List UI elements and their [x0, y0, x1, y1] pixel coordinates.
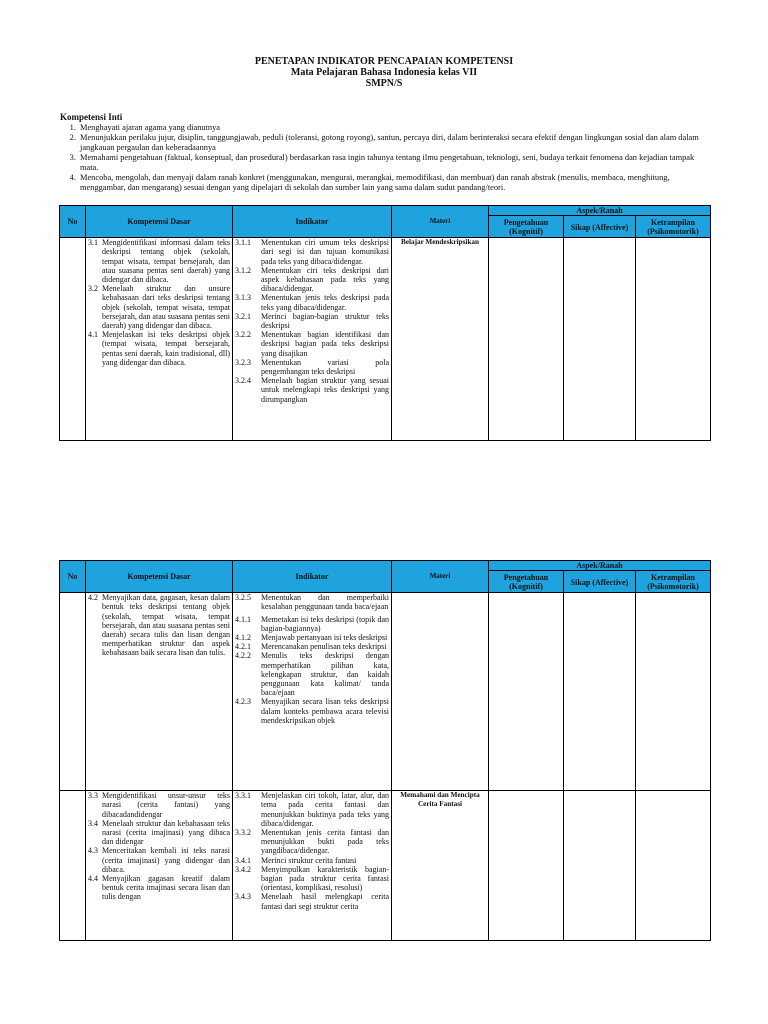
header-no: No [60, 206, 86, 238]
header-keterampilan: Ketrampilan (Psikomotorik) [636, 571, 711, 593]
header-indikator: Indikator [233, 206, 392, 238]
header-aspek-ranah: Aspek/Ranah [489, 561, 711, 571]
kd-item: 3.1 Mengidentifikasi informasi dalam teks deskripsi tentang objek (sekolah, tempat wisata, tempat bersejarah, dan atau suasana pentas seni daerah) yang didengar dan dibaca. [88, 238, 230, 285]
indikator-item: 4.1.1 Memetakan isi teks deskripsi (topik dan bagian-bagiannya) [235, 614, 389, 633]
kompetensi-inti-item: 1. Menghayati ajaran agama yang dianutnya [78, 123, 710, 133]
indikator-item: 3.1.2 Menentukan ciri teks deskripsi dari aspek kebahasaan pada teks yang dibaca/didengar. [235, 265, 389, 294]
title-line-2: Mata Pelajaran Bahasa Indonesia kelas VII [290, 67, 478, 78]
kompetensi-inti-item: 4. Mencoba, mengolah, dan menyaji dalam ranah konkret (menggunakan, mengurai, merangkai, memodifikasi, dan membuat) dan ranah abstrak (menulis, membaca, menghitung, menggambar, dan mengarang) sesuai dengan yang dipelajari di sekolah dan sumber lain yang sama dalam sudut pandang/teori. [78, 173, 710, 193]
indikator-item: 3.1.3 Menentukan jenis teks deskripsi pada teks yang dibaca/didengar. [235, 293, 389, 312]
header-kompetensi-dasar: Kompetensi Dasar [86, 206, 233, 238]
page-title [0, 56, 768, 89]
header-sikap: Sikap (Affective) [564, 216, 636, 238]
indikator-cell [233, 791, 392, 941]
header-sikap: Sikap (Affective) [564, 571, 636, 593]
indikator-item: 3.2.3 Menentukan variasi pola pengembangan teks deskripsi [235, 357, 389, 377]
kd-item: 4.3 Menceritakan kembali isi teks narasi (cerita imajinasi) yang didengar dan dibaca. [88, 846, 230, 874]
indikator-item: 3.2.1 Merinci bagian-bagian struktur teks deskripsi [235, 311, 389, 331]
header-aspek-ranah: Aspek/Ranah [489, 206, 711, 216]
header-pengetahuan: Pengetahuan (Kognitif) [489, 216, 564, 238]
materi-cell: Belajar Mendeskripsikan [392, 238, 489, 441]
header-materi: Materi [392, 561, 489, 593]
indikator-item: 3.2.5 Menentukan dan memperbaiki kesalahan penggunaan tanda baca/ejaan [235, 593, 389, 612]
kd-item: 4.1 Menjelaskan isi teks deskripsi objek (tempat wisata, tempat bersejarah, pentas seni daerah, kain tradisional, dll) yang didengar dan dibaca. [88, 330, 230, 367]
indikator-item: 4.2.2 Menulis teks deskripsi dengan memperhatikan pilihan kata, kelengkapan struktur, dan kaidah penggunaan kata kalimat/ tanda baca/ejaan [235, 651, 389, 698]
indikator-cell [233, 593, 392, 791]
kompetensi-inti-section [60, 112, 710, 193]
keterampilan-cell [636, 238, 711, 441]
indikator-item: 4.2.1 Merencanakan penulisan teks deskripsi [235, 642, 387, 652]
indikator-item: 3.1.1 Menentukan ciri umum teks deskripsi dari segi isi dan tujuan komunikasi pada teks yang dibaca/didengar. [235, 238, 389, 266]
table-row [60, 238, 711, 441]
indikator-item: 3.3.1 Menjelaskan ciri tokoh, latar, alur, dan tema pada cerita fantasi dan menunjukkan buktinya pada teks yang dibaca/didengar. [235, 791, 389, 828]
title-line-3: SMPN/S [365, 78, 403, 89]
pengetahuan-cell [489, 238, 564, 441]
kd-item: 4.4 Menyajikan gagasan kreatif dalam bentuk cerita imajinasi secara lisan dan tulis dengan [88, 874, 230, 902]
kd-item: 4.2 Menyajikan data, gagasan, kesan dalam bentuk teks deskripsi tentang objek (sekolah, tempat wisata, tempat bersejarah, dan atau suasana pentas seni daerah) secara tulis dan lisan dengan memperhatikan struktur dan aspek kebahasaan baik secara lisan dan tulis. [88, 593, 230, 658]
sikap-cell [564, 593, 636, 791]
header-keterampilan: Ketrampilan (Psikomotorik) [636, 216, 711, 238]
kd-item: 3.4 Menelaah struktur dan kebahasaan teks narasi (cerita imajinasi) yang dibaca dan didengar [88, 818, 230, 847]
pengetahuan-cell [489, 593, 564, 791]
header-no: No [60, 561, 86, 593]
header-pengetahuan: Pengetahuan (Kognitif) [489, 571, 564, 593]
kd-item: 3.2 Menelaah struktur dan unsure kebahasaan dari teks deskripsi tentang objek (sekolah, tempat wisata, tempat bersejarah, dan atau suasana pentas seni daerah) yang didengar dan dibaca. [88, 284, 230, 331]
header-materi: Materi [392, 206, 489, 238]
indikator-item: 4.1.2 Menjawab pertanyaan isi teks deskripsi [235, 633, 388, 643]
table-row [60, 791, 711, 941]
sikap-cell [564, 238, 636, 441]
kd-cell [86, 593, 233, 791]
kompetensi-inti-item: 2. Menunjukkan perilaku jujur, disiplin, tanggungjawab, peduli (toleransi, gotong royong), santun, percaya diri, dalam berinteraksi secara efektif dengan lingkungan sosial dan alam dalam jangkauan pergaulan dan keberadaannya [78, 133, 710, 153]
title-line-1: PENETAPAN INDIKATOR PENCAPAIAN KOMPETENSI [254, 56, 514, 67]
indikator-item: 3.4.2 Menyimpulkan karakteristik bagian-bagian pada struktur cerita fantasi (orientasi, komplikasi, resolusi) [235, 864, 389, 893]
header-kompetensi-dasar: Kompetensi Dasar [86, 561, 233, 593]
kd-cell [86, 238, 233, 441]
keterampilan-cell [636, 593, 711, 791]
materi-cell: Memahami dan Mencipta Cerita Fantasi [392, 791, 489, 941]
indikator-item: 4.2.3 Menyajikan secara lisan teks deskripsi dalam konteks pembawa acara televisi mendeskripsikan objek [235, 697, 389, 725]
no-cell [60, 791, 86, 941]
indikator-item: 3.2.2 Menentukan bagian identifikasi dan deskripsi bagian pada teks deskripsi yang disajikan [235, 330, 389, 358]
table-row [60, 593, 711, 791]
competency-table-1 [59, 205, 711, 441]
no-cell [60, 593, 86, 791]
kompetensi-inti-heading: Kompetensi Inti [60, 112, 123, 122]
kompetensi-inti-list [60, 123, 710, 193]
indikator-item: 3.2.4 Menelaah bagian struktur yang sesuai untuk melengkapi teks deskripsi yang dirumpangkan [235, 376, 389, 404]
sikap-cell [564, 791, 636, 941]
materi-cell [392, 593, 489, 791]
header-indikator: Indikator [233, 561, 392, 593]
keterampilan-cell [636, 791, 711, 941]
kompetensi-inti-item: 3. Memahami pengetahuan (faktual, konseptual, dan prosedural) berdasarkan rasa ingin tahunya tentang ilmu pengetahuan, teknologi, seni, budaya terkait fenomena dan kejadian tampak mata. [78, 153, 710, 173]
no-cell [60, 238, 86, 441]
indikator-item: 3.4.3 Menelaah hasil melengkapi cerita fantasi dari segi struktur cerita [235, 892, 389, 911]
competency-table-2 [59, 560, 711, 941]
kd-item: 3.3 Mengidentifikasi unsur-unsur teks narasi (cerita fantasi) yang dibacadandidengar [88, 791, 230, 819]
indikator-cell [233, 238, 392, 441]
pengetahuan-cell [489, 791, 564, 941]
indikator-item: 3.4.1 Merinci struktur cerita fantasi [235, 855, 357, 865]
indikator-item: 3.3.2 Menentukan jenis cerita fantasi dan menunjukkan bukti pada teks yangdibaca/didengar. [235, 828, 389, 856]
kd-cell [86, 791, 233, 941]
